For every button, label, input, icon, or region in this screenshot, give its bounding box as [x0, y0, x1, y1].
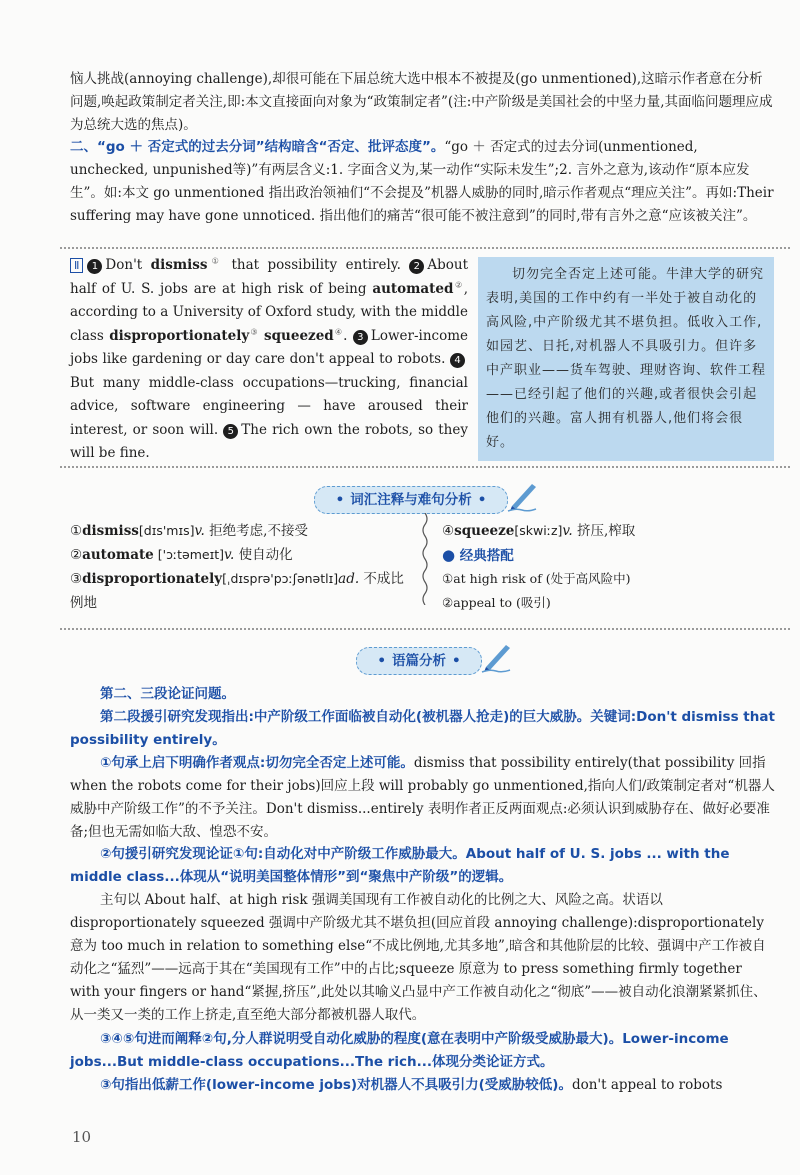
- sentence-number: 3: [353, 330, 368, 345]
- page-number: 10: [72, 1128, 92, 1146]
- sentence-number: 2: [409, 259, 424, 274]
- sentence-number: 1: [87, 259, 102, 274]
- vocab-item: ②automate ['ɔːtəmeɪt]v. 使自动化: [70, 547, 293, 563]
- vocab-word: disproportionately: [109, 327, 250, 344]
- translation-box: 切勿完全否定上述可能。牛津大学的研究表明,美国的工作中约有一半处于被自动化的高风险,中产阶级尤其不堪负担。低收入工作,如园艺、日托,对机器人不具吸引力。但许多中产职业——货车驾驶、理财咨询、软件工程——已经引起了他们的兴趣,或者很快会引起他们的兴趣。富人拥有机器人,他们将会很好。: [478, 257, 774, 461]
- vocab-word: dismiss: [150, 257, 208, 273]
- collocation-item: ①at high risk of (处于高风险中): [442, 571, 631, 586]
- intro-paragraph-1: 恼人挑战(annoying challenge),却很可能在下届总统大选中根本不被提及(go unmentioned),这暗示作者意在分析问题,唤起政策制定者关注,即:本文直接面向对象为“政策制定者”(注:中产阶级是美国社会的中坚力量,其面临问题理应成为总统大选的焦点)。: [70, 71, 773, 133]
- divider: [60, 247, 790, 249]
- paragraph-marker: Ⅱ: [70, 258, 83, 273]
- analysis-line: ①句承上启下明确作者观点:切勿完全否定上述可能。dismiss that possibility entirely(that possibility 回指 when the robots come for their jobs)回应上段 will probably go unmentioned,指向人们/政策制定者对“机器人威胁中产阶级工作”的不予关注。Don't dismiss...entirely 表明作者正反两面观点:必须认识到威胁存在、做好必要准备;但也无需如临大敌、惶恐不安。: [70, 755, 775, 840]
- vocab-word: squeezed: [264, 327, 334, 344]
- vocab-section-header: • 词汇注释与难句分析 •: [314, 486, 508, 514]
- vocab-item: ③disproportionately[ˌdɪsprə'pɔːʃənətlɪ]ad. 不成比例地: [70, 571, 404, 611]
- article-paragraph: Ⅱ 1 Don't dismiss① that possibility entirely. 2 About half of U. S. jobs are at high risk of being automated②, according to a University of Oxford study, with the middle class disproportionately③ squeezed④. 3 Lower-income jobs like gardening or day care don't appeal to robots. 4But many middle-class occupations—trucking, financial advice, software engineering — have aroused their interest, or soon will. 5 The rich own the robots, so they will be fine.: [70, 256, 469, 461]
- sentence-number: 5: [223, 424, 238, 439]
- sentence-number: 4: [450, 353, 465, 368]
- pen-icon: [480, 639, 514, 673]
- pen-icon: [506, 478, 540, 512]
- intro-paragraph-2: 二、“go ＋ 否定式的过去分词”结构暗含“否定、批评态度”。“go ＋ 否定式的过去分词(unmentioned, unchecked, unpunished等)”有两层含义:1. 字面含义为,某一动作“实际未发生”;2. 言外之意为,该动作“原本应发生”。如:本文 go unmentioned 指出政治领袖们“不会提及”机器人威胁的同时,暗示作者观点“理应关注”。再如:Their suffering may have gone unnoticed. 指出他们的痛苦“很可能不被注意到”的同时,带有言外之意“应该被关注”。: [70, 139, 774, 224]
- wave-separator: [420, 513, 430, 605]
- vocab-item: ④squeeze[skwiːz]v. 挤压,榨取: [442, 523, 636, 539]
- collocation-item: ②appeal to (吸引): [442, 595, 551, 610]
- bullet-icon: ●: [442, 546, 456, 564]
- analysis-line: ③句指出低薪工作(lower-income jobs)对机器人不具吸引力(受威胁较低)。don't appeal to robots: [100, 1077, 723, 1093]
- collocation-heading: ● 经典搭配: [442, 546, 514, 564]
- intro-point-heading: 二、“go ＋ 否定式的过去分词”结构暗含“否定、批评态度”。: [70, 139, 445, 155]
- vocab-item: ①dismiss[dɪs'mɪs]v. 拒绝考虑,不接受: [70, 523, 308, 539]
- analysis-line: 主句以 About half、at high risk 强调美国现有工作被自动化的比例之大、风险之高。状语以 disproportionately squeezed 强调中产阶级尤其不堪负担(回应首段 annoying challenge):disproportionately 意为 too much in relation to something else“不成比例地,尤其多地”,暗含和其他阶层的比较、强调中产工作被自动化之“猛烈”——远高于其在“美国现有工作”中的占比;squeeze 原意为 to press something firmly together with your fingers or hand“紧握,挤压”,此处以其喻义凸显中产工作被自动化之“彻底”——被自动化浪潮紧紧抓住、从一类又一类的工作上挤走,直至绝大部分都被机器人取代。: [70, 892, 767, 1023]
- divider: [60, 628, 790, 630]
- analysis-line: 第二段援引研究发现指出:中产阶级工作面临被自动化(被机器人抢走)的巨大威胁。关键词:Don't dismiss that possibility entirely。: [70, 709, 775, 748]
- divider: [60, 466, 790, 468]
- vocab-word: automated: [372, 280, 454, 297]
- analysis-line: 第二、三段论证问题。: [100, 686, 235, 702]
- analysis-section-header: • 语篇分析 •: [356, 647, 482, 675]
- analysis-line: ②句援引研究发现论证①句:自动化对中产阶级工作威胁最大。About half of U. S. jobs ... with the middle class...体现从“说明美国整体情形”到“聚焦中产阶级”的逻辑。: [70, 846, 730, 885]
- analysis-line: ③④⑤句进而阐释②句,分人群说明受自动化威胁的程度(意在表明中产阶级受威胁最大)。Lower-income jobs...But middle-class occupations...The rich...体现分类论证方式。: [70, 1031, 729, 1070]
